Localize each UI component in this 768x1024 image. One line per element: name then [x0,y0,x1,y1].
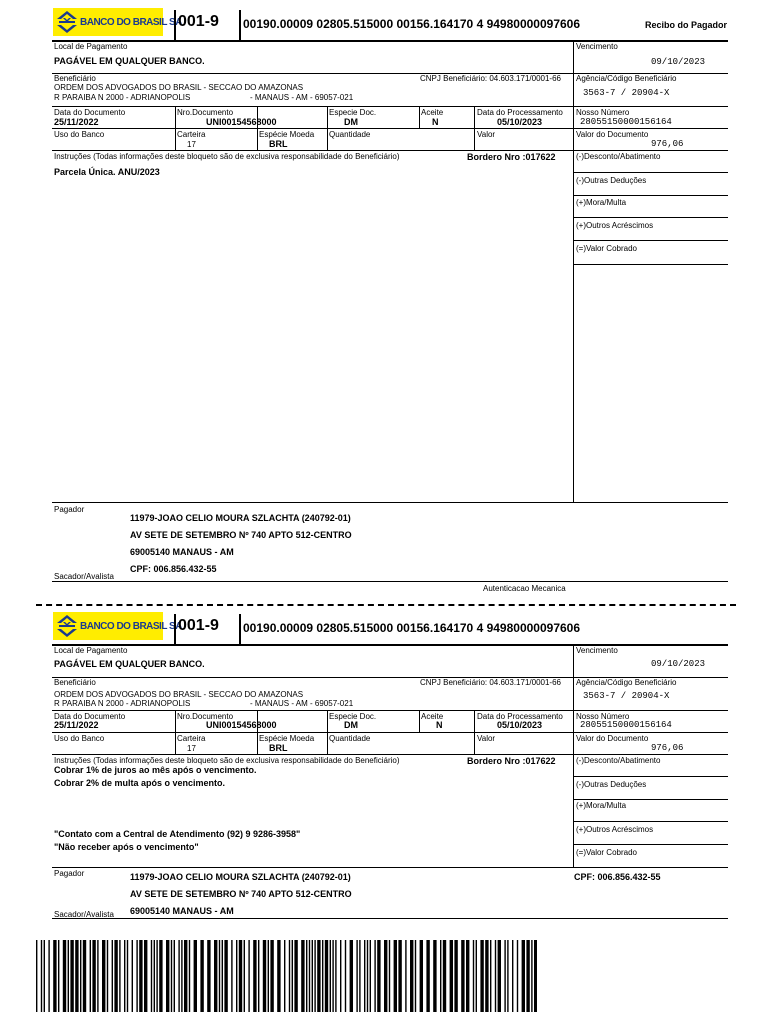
outros-acrescimos-label: (+)Outros Acréscimos [576,221,654,230]
beneficiario-address: R PARAIBA N 2000 - ADRIANOPOLIS [54,699,191,708]
desconto-label: (-)Desconto/Abatimento [576,756,661,765]
especie-doc-value: DM [344,117,358,127]
quantidade-label: Quantidade [329,734,371,743]
bordero-value: Bordero Nro :017622 [467,152,556,162]
aceite-label: Aceite [421,712,444,721]
outras-deducoes-label: (-)Outras Deduções [576,176,647,185]
valor-label: Valor [477,734,496,743]
local-pagamento-value: PAGÁVEL EM QUALQUER BANCO. [54,56,205,66]
receipt-title: Recibo do Pagador [645,20,728,30]
pagador-address: AV SETE DE SETEMBRO Nº 740 APTO 512-CENTRO [130,889,352,899]
instrucao-nao-receber: "Não receber após o vencimento" [54,842,199,852]
especie-doc-label: Especie Doc. [329,712,377,721]
barcode [36,940,537,1012]
especie-moeda-value: BRL [269,743,288,753]
carteira-value: 17 [187,744,196,753]
cut-line [36,604,736,606]
data-processamento-value: 05/10/2023 [497,720,543,730]
nro-documento-value: UNI00154568000 [206,117,277,127]
sacador-label: Sacador/Avalista [54,910,114,919]
valor-documento-label: Valor do Documento [576,734,649,743]
pagador-city: 69005140 MANAUS - AM [130,547,234,557]
cnpj-value: CNPJ Beneficiário: 04.603.171/0001-66 [420,678,561,687]
agencia-value: 3563-7 / 20904-X [583,691,670,701]
pagador-label: Pagador [54,869,85,878]
data-documento-label: Data do Documento [54,108,126,117]
pagador-name: 11979-JOAO CELIO MOURA SZLACHTA (240792-01) [130,513,351,523]
carteira-label: Carteira [177,130,206,139]
nro-documento-value: UNI00154568000 [206,720,277,730]
valor-cobrado-label: (=)Valor Cobrado [576,848,637,857]
digitable-line: 00190.00009 02805.515000 00156.164170 4 94980000097606 [243,17,581,31]
uso-banco-label: Uso do Banco [54,130,105,139]
instrucao-juros: Cobrar 1% de juros ao mês após o vencimento. [54,765,257,775]
pagador-label: Pagador [54,505,85,514]
uso-banco-label: Uso do Banco [54,734,105,743]
bank-logo-icon [57,615,77,637]
cnpj-value: CNPJ Beneficiário: 04.603.171/0001-66 [420,74,561,83]
data-documento-label: Data do Documento [54,712,126,721]
agencia-label: Agência/Código Beneficiário [576,74,677,83]
beneficiario-address: R PARAIBA N 2000 - ADRIANOPOLIS [54,93,191,102]
beneficiario-name: ORDEM DOS ADVOGADOS DO BRASIL - SECCAO DO AMAZONAS [54,690,304,699]
instrucao-text: Parcela Única. ANU/2023 [54,167,160,177]
bank-logo [53,8,182,36]
pagador-cpf: CPF: 006.856.432-55 [574,872,661,882]
nro-documento-label: Nro.Documento [177,108,234,117]
pagador-city: 69005140 MANAUS - AM [130,906,234,916]
agencia-value: 3563-7 / 20904-X [583,88,670,98]
beneficiario-label: Beneficiário [54,74,96,83]
especie-moeda-label: Espécie Moeda [259,130,315,139]
beneficiario-city: - MANAUS - AM - 69057-021 [250,699,354,708]
bank-logo-text: BANCO DO BRASIL SA [80,621,182,632]
vencimento-label: Vencimento [576,42,618,51]
local-pagamento-label: Local de Pagamento [54,646,128,655]
data-processamento-label: Data do Processamento [477,712,563,721]
vencimento-value: 09/10/2023 [651,57,706,67]
outras-deducoes-label: (-)Outras Deduções [576,780,647,789]
data-processamento-label: Data do Processamento [477,108,563,117]
mora-multa-label: (+)Mora/Multa [576,198,627,207]
aceite-value: N [432,117,439,127]
instrucao-contato: "Contato com a Central de Atendimento (92) 9 9286-3958" [54,829,301,839]
instrucao-multa: Cobrar 2% de multa após o vencimento. [54,778,226,788]
data-processamento-value: 05/10/2023 [497,117,543,127]
aceite-label: Aceite [421,108,444,117]
quantidade-label: Quantidade [329,130,371,139]
bank-logo-text: BANCO DO BRASIL SA [80,17,182,28]
pagador-cpf: CPF: 006.856.432-55 [130,564,217,574]
valor-documento-value: 976,06 [651,139,684,149]
sacador-label: Sacador/Avalista [54,572,114,581]
aceite-value: N [436,720,443,730]
digitable-line: 00190.00009 02805.515000 00156.164170 4 94980000097606 [243,621,581,635]
local-pagamento-label: Local de Pagamento [54,42,128,51]
valor-cobrado-label: (=)Valor Cobrado [576,244,637,253]
nosso-numero-label: Nosso Número [576,712,630,721]
bank-code: 001-9 [178,617,219,634]
valor-label: Valor [477,130,496,139]
agencia-label: Agência/Código Beneficiário [576,678,677,687]
bank-code: 001-9 [178,13,219,30]
data-documento-value: 25/11/2022 [54,117,99,127]
instrucoes-label: Instruções (Todas informações deste bloqueto são de exclusiva responsabilidade do Beneficiário) [54,756,400,765]
valor-documento-value: 976,06 [651,743,684,753]
data-documento-value: 25/11/2022 [54,720,99,730]
nosso-numero-value: 28055150000156164 [580,117,672,127]
outros-acrescimos-label: (+)Outros Acréscimos [576,825,654,834]
beneficiario-label: Beneficiário [54,678,96,687]
desconto-label: (-)Desconto/Abatimento [576,152,661,161]
carteira-label: Carteira [177,734,206,743]
bank-logo [53,612,182,640]
mora-multa-label: (+)Mora/Multa [576,801,627,810]
nro-documento-label: Nro.Documento [177,712,234,721]
bank-logo-icon [57,11,77,33]
especie-moeda-value: BRL [269,139,288,149]
pagador-name: 11979-JOAO CELIO MOURA SZLACHTA (240792-01) [130,872,351,882]
carteira-value: 17 [187,140,196,149]
bordero-value: Bordero Nro :017622 [467,756,556,766]
beneficiario-name: ORDEM DOS ADVOGADOS DO BRASIL - SECCAO DO AMAZONAS [54,83,304,92]
pagador-address: AV SETE DE SETEMBRO Nº 740 APTO 512-CENTRO [130,530,352,540]
nosso-numero-value: 28055150000156164 [580,720,672,730]
beneficiario-city: - MANAUS - AM - 69057-021 [250,93,354,102]
vencimento-label: Vencimento [576,646,618,655]
especie-doc-value: DM [344,720,358,730]
autenticacao-label: Autenticacao Mecanica [483,584,566,593]
especie-moeda-label: Espécie Moeda [259,734,315,743]
instrucoes-label: Instruções (Todas informações deste bloqueto são de exclusiva responsabilidade do Beneficiário) [54,152,400,161]
local-pagamento-value: PAGÁVEL EM QUALQUER BANCO. [54,659,205,669]
nosso-numero-label: Nosso Número [576,108,630,117]
especie-doc-label: Especie Doc. [329,108,377,117]
valor-documento-label: Valor do Documento [576,130,649,139]
vencimento-value: 09/10/2023 [651,659,706,669]
